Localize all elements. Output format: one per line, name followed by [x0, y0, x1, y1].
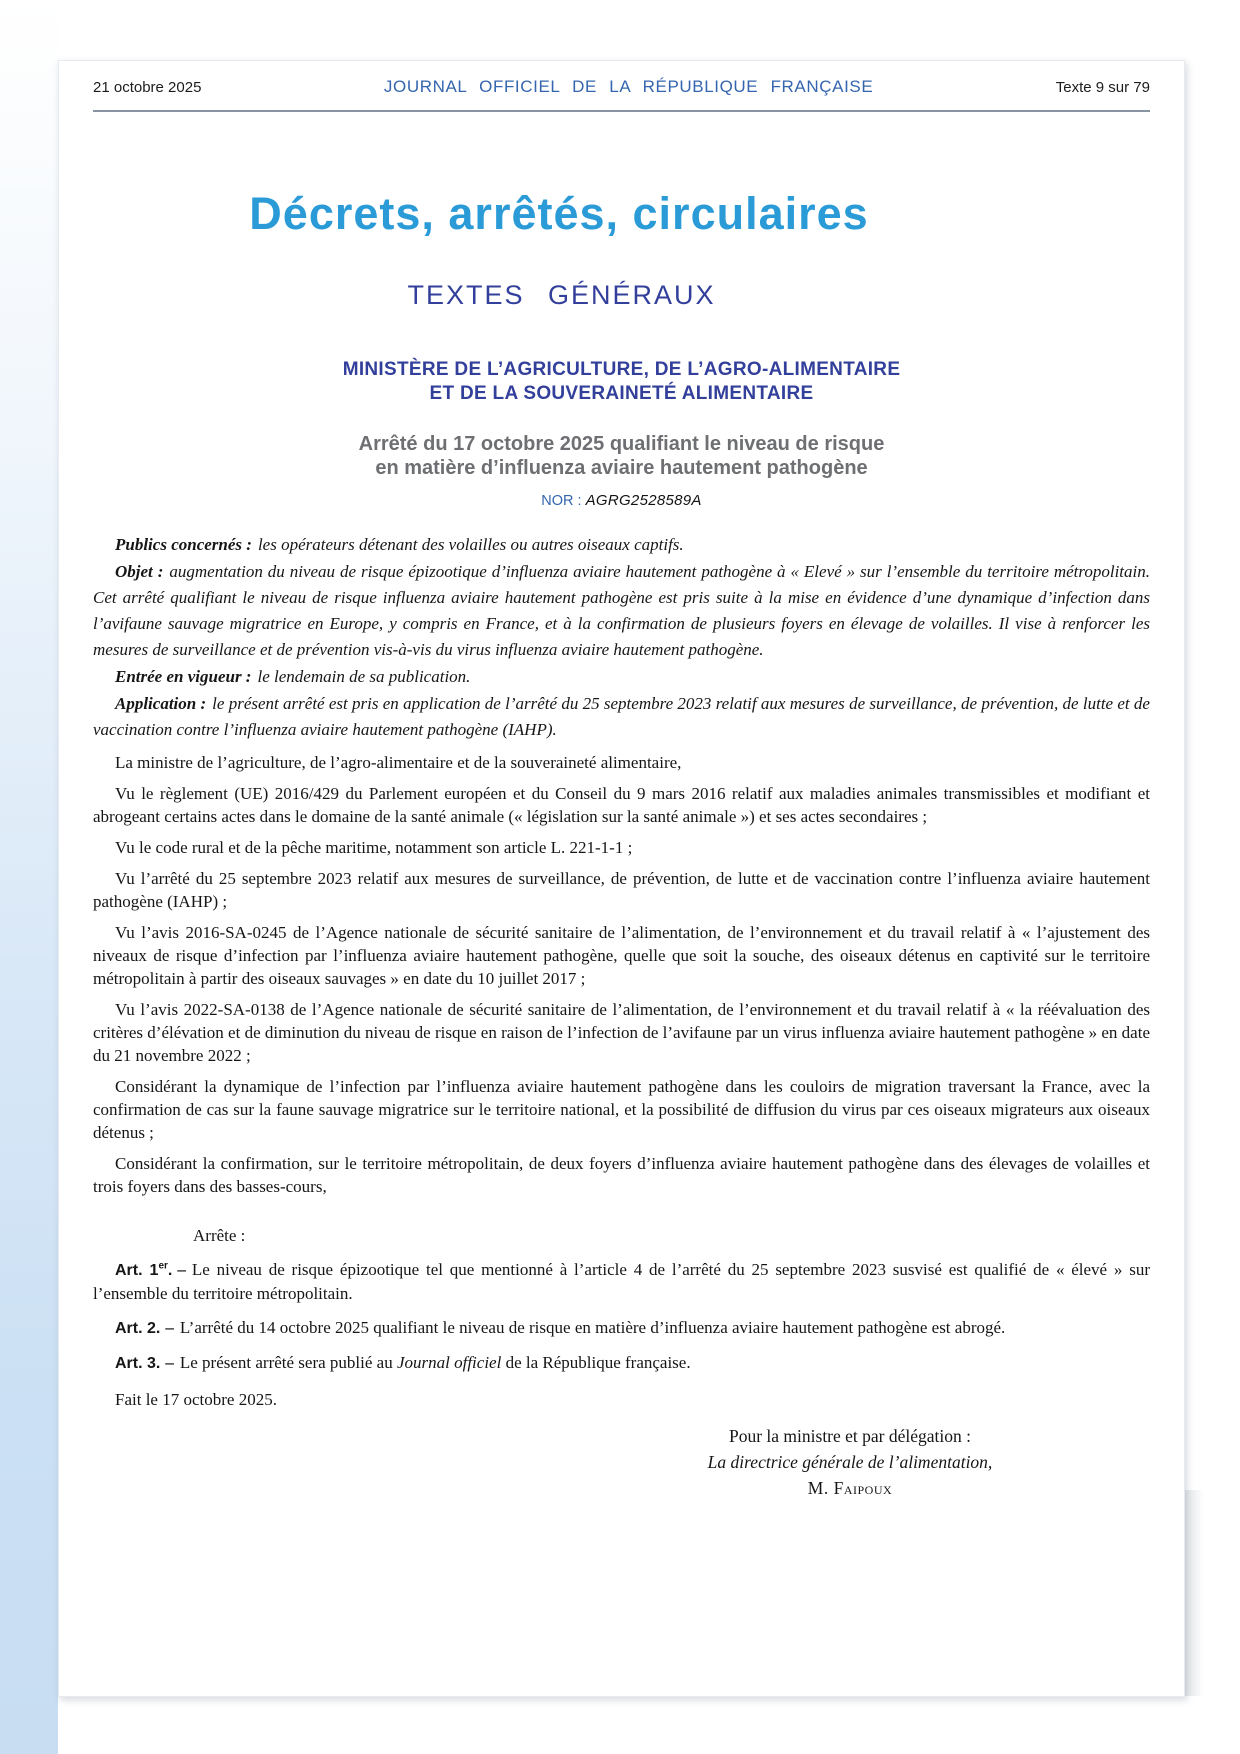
nor-value: AGRG2528589A: [585, 492, 702, 509]
article-text-italic: Journal officiel: [396, 1353, 502, 1372]
article-label: Art. 3.: [115, 1355, 161, 1372]
signature-title-line: La directrice générale de l’alimentation,: [707, 1452, 993, 1472]
preamble-paragraph: Vu l’avis 2022-SA-0138 de l’Agence nationale de sécurité sanitaire de l’alimentation, de l’environnement et du travail relatif à « la réévaluation des critères d’élévation et de diminution du niveau de risque en raison de l’infection de l’avifaune par un virus influenza aviaire hautement pathogène » en date du 21 novembre 2022 ;: [93, 1000, 1150, 1065]
ministry-heading: [93, 358, 1150, 406]
article-dash: –: [177, 1260, 186, 1279]
page-header: [93, 77, 1150, 97]
act-title: [93, 432, 1150, 480]
article-dash: –: [165, 1353, 174, 1372]
notice-text: augmentation du niveau de risque épizootique d’influenza aviaire hautement pathogène à « Elevé » sur l’ensemble du territoire métropolitain. Cet arrêté qualifiant le niveau de risque influenza aviaire hautement pathogène est pris suite à la mise en évidence d’une dynamique d’infection dans l’avifaune sauvage migratrice en Europe, y compris en France, et à la confirmation de plusieurs foyers en élevage de volailles. Il vise à renforcer les mesures de surveillance et de prévention vis-à-vis du virus influenza aviaire hautement pathogène.: [93, 562, 1150, 659]
preamble-paragraph: Vu l’arrêté du 25 septembre 2023 relatif aux mesures de surveillance, de prévention, de lutte et de vaccination contre l’influenza aviaire hautement pathogène (IAHP) ;: [93, 869, 1150, 911]
masthead-title: Décrets, arrêtés, circulaires: [249, 188, 869, 239]
preamble-block: [93, 751, 1150, 1198]
notice-text: le lendemain de sa publication.: [257, 667, 471, 686]
ministry-line-2: ET DE LA SOUVERAINETÉ ALIMENTAIRE: [429, 383, 814, 404]
article-2: [93, 1316, 1150, 1340]
article-text: de la République française.: [501, 1353, 691, 1372]
act-title-line-1: Arrêté du 17 octobre 2025 qualifiant le niveau de risque: [358, 433, 885, 455]
preamble-paragraph: Considérant la dynamique de l’infection par l’influenza aviaire hautement pathogène dans les couloirs de migration traversant la France, avec la confirmation de cas sur la faune sauvage migratrice sur le territoire national, et la possibilité de diffusion du virus par ces oiseaux migrateurs aux oiseaux détenus ;: [93, 1077, 1150, 1142]
ministry-line-1: MINISTÈRE DE L’AGRICULTURE, DE L’AGRO-ALIMENTAIRE: [342, 359, 901, 380]
notice-block: [93, 532, 1150, 743]
preamble-paragraph: La ministre de l’agriculture, de l’agro-alimentaire et de la souveraineté alimentaire,: [115, 753, 682, 772]
signatory-name: M. Faipoux: [807, 1478, 893, 1498]
notice-label: Objet :: [115, 562, 164, 581]
text-number: Texte 9 sur 79: [1055, 79, 1150, 96]
notice-publics-concernes: [93, 532, 1150, 558]
preamble-paragraph: Considérant la confirmation, sur le territoire métropolitain, de deux foyers d’influenza aviaire hautement pathogène dans des élevages de volailles et trois foyers dans des basses-cours,: [93, 1154, 1150, 1196]
journal-title: JOURNAL OFFICIEL DE LA RÉPUBLIQUE FRANÇAISE: [383, 77, 874, 96]
publication-date: 21 octobre 2025: [93, 79, 202, 96]
article-text: Le niveau de risque épizootique tel que mentionné à l’article 4 de l’arrêté du 25 septembre 2023 susvisé est qualifié de « élevé » sur l’ensemble du territoire métropolitain.: [93, 1260, 1150, 1303]
notice-label: Entrée en vigueur :: [115, 667, 252, 686]
notice-label: Publics concernés :: [115, 535, 252, 554]
preamble-paragraph: Vu le code rural et de la pêche maritime, notamment son article L. 221-1-1 ;: [115, 838, 633, 857]
preamble-paragraph: Vu le règlement (UE) 2016/429 du Parlement européen et du Conseil du 9 mars 2016 relatif aux maladies animales transmissibles et modifiant et abrogeant certains actes dans le domaine de la santé animale (« législation sur la santé animale ») et ses actes secondaires ;: [93, 784, 1150, 826]
act-title-line-2: en matière d’influenza aviaire hautement pathogène: [375, 457, 868, 479]
header-divider: [93, 110, 1150, 112]
articles-block: [93, 1258, 1150, 1375]
nor-label: NOR :: [541, 493, 586, 509]
article-text: L’arrêté du 14 octobre 2025 qualifiant le niveau de risque en matière d’influenza aviaire hautement pathogène est abrogé.: [179, 1318, 1006, 1337]
article-dash: –: [165, 1318, 174, 1337]
notice-application: [93, 691, 1150, 743]
notice-text: les opérateurs détenant des volailles ou autres oiseaux captifs.: [257, 535, 684, 554]
enacting-formula: Arrête :: [193, 1226, 246, 1245]
notice-entree-en-vigueur: [93, 664, 1150, 690]
notice-objet: [93, 559, 1150, 663]
signature-delegation-line: Pour la ministre et par délégation :: [728, 1426, 972, 1446]
article-ordinal-suffix: er: [158, 1260, 168, 1272]
done-at-line: Fait le 17 octobre 2025.: [115, 1390, 277, 1409]
page-shadow: [1185, 1490, 1204, 1696]
signature-block: [610, 1423, 1090, 1501]
article-text: Le présent arrêté sera publié au: [179, 1353, 397, 1372]
article-label: Art. 1er.: [115, 1260, 173, 1279]
section-title: TEXTES GÉNÉRAUX: [407, 280, 716, 310]
preamble-paragraph: Vu l’avis 2016-SA-0245 de l’Agence nationale de sécurité sanitaire de l’alimentation, de l’environnement et du travail relatif à « l’ajustement des niveaux de risque d’infection par l’influenza aviaire hautement pathogène, quelle que soit la souche, des oiseaux détenus en captivité sur le territoire métropolitain à partir des oiseaux sauvages » en date du 10 juillet 2017 ;: [93, 923, 1150, 988]
document-page: [58, 60, 1185, 1697]
article-1: [93, 1258, 1150, 1305]
notice-label: Application :: [115, 694, 207, 713]
notice-text: le présent arrêté est pris en application de l’arrêté du 25 septembre 2023 relatif aux mesures de surveillance, de prévention, de lutte et de vaccination contre l’influenza aviaire hautement pathogène (IAHP).: [93, 694, 1150, 739]
nor-line: [93, 492, 1150, 510]
article-3: [93, 1351, 1150, 1375]
article-label: Art. 2.: [115, 1320, 161, 1337]
background-gradient-band: [0, 0, 58, 1754]
